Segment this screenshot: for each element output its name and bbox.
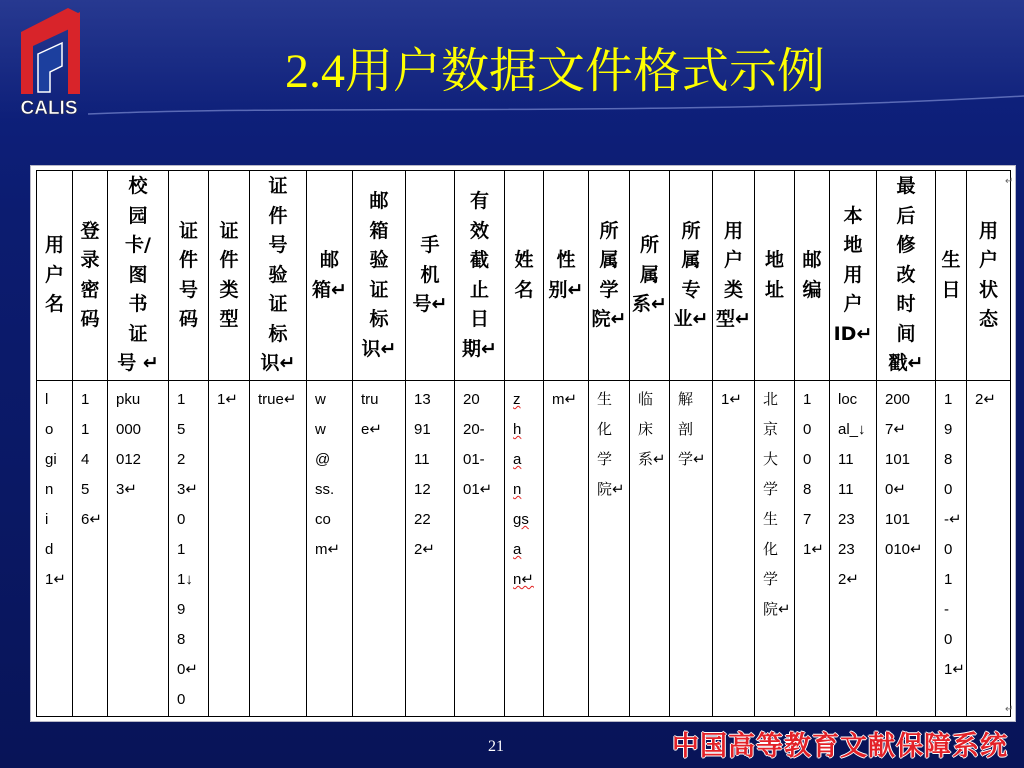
- header-name: 姓 名: [505, 171, 544, 381]
- cell-username: l o gi n i d 1↵: [37, 381, 73, 717]
- page-number: 21: [488, 738, 504, 755]
- header-row: [37, 171, 1011, 381]
- header-college: 所 属 学 院↵: [589, 171, 630, 381]
- header-birthday: 生 日: [936, 171, 967, 381]
- logo-emblem: [21, 8, 80, 94]
- footer-brand-text: 中国高等教育文献保障系统: [672, 731, 1008, 762]
- cell-id-type: 1↵: [209, 381, 250, 717]
- cell-email: w w @ ss. co m↵: [307, 381, 353, 717]
- row-end-mark: ↵: [1005, 704, 1014, 715]
- logo-text: CALIS: [20, 98, 78, 119]
- header-email-verified-flag: 邮 箱 验 证 标 识↵: [353, 171, 406, 381]
- cell-login-password: 1 1 4 5 6↵: [73, 381, 108, 717]
- row-end-mark: ↵: [1005, 176, 1014, 187]
- cell-user-status: 2↵: [967, 381, 1011, 717]
- cell-gender: m↵: [544, 381, 589, 717]
- header-last-modified-timestamp: 最 后 修 改 时 间 戳↵: [877, 171, 936, 381]
- cell-id-number: 1 5 2 3↵ 0 1 1↓ 9 8 0↵ 0: [169, 381, 209, 717]
- header-login-password: 登 录 密 码: [73, 171, 108, 381]
- table-body: [37, 381, 1014, 717]
- cell-postcode: 1 0 0 8 7 1↵: [795, 381, 830, 717]
- cell-name: z h a n gs a n↵: [505, 381, 544, 717]
- cell-local-user-id: loc al_↓ 11 11 23 23 2↵: [830, 381, 877, 717]
- header-campus-card-number: 校 园 卡/ 图 书 证 号 ↵: [108, 171, 169, 381]
- cell-major: 解 剖 学↵: [670, 381, 713, 717]
- cell-college: 生 化 学 院↵: [589, 381, 630, 717]
- cell-campus-card-number: pku 000 012 3↵: [108, 381, 169, 717]
- header-major: 所 属 专 业↵: [670, 171, 713, 381]
- cell-department: 临 床 系↵: [630, 381, 670, 717]
- cell-address: 北 京 大 学 生 化 学 院↵: [755, 381, 795, 717]
- header-expiry-date: 有 效 截 止 日 期↵: [455, 171, 505, 381]
- header-id-number: 证 件 号 码: [169, 171, 209, 381]
- header-email: 邮 箱↵: [307, 171, 353, 381]
- cell-email-verified-flag: tru e↵: [353, 381, 406, 717]
- cell-birthday: 1 9 8 0 -↵ 0 1 - 0 1↵: [936, 381, 967, 717]
- header-user-status: 用 户 状 态: [967, 171, 1011, 381]
- cell-user-type: 1↵: [713, 381, 755, 717]
- table-head: [37, 171, 1014, 381]
- cell-last-modified-timestamp: 200 7↵ 101 0↵ 101 010↵: [877, 381, 936, 717]
- user-data-table: [36, 170, 1014, 717]
- header-username: 用 户 名: [37, 171, 73, 381]
- calis-logo: [8, 4, 90, 122]
- header-local-user-id: 本 地 用 户 ID↵: [830, 171, 877, 381]
- header-mobile-number: 手 机 号↵: [406, 171, 455, 381]
- cell-mobile-number: 13 91 11 12 22 2↵: [406, 381, 455, 717]
- header-user-type: 用 户 类 型↵: [713, 171, 755, 381]
- header-id-verified-flag: 证 件 号 验 证 标 识↵: [250, 171, 307, 381]
- header-department: 所 属 系↵: [630, 171, 670, 381]
- data-row: [37, 381, 1011, 717]
- header-postcode: 邮 编: [795, 171, 830, 381]
- header-id-type: 证 件 类 型: [209, 171, 250, 381]
- header-gender: 性 别↵: [544, 171, 589, 381]
- slide-title: 2.4用户数据文件格式示例: [285, 45, 826, 98]
- header-address: 地 址: [755, 171, 795, 381]
- cell-id-verified-flag: true↵: [250, 381, 307, 717]
- cell-expiry-date: 20 20- 01- 01↵: [455, 381, 505, 717]
